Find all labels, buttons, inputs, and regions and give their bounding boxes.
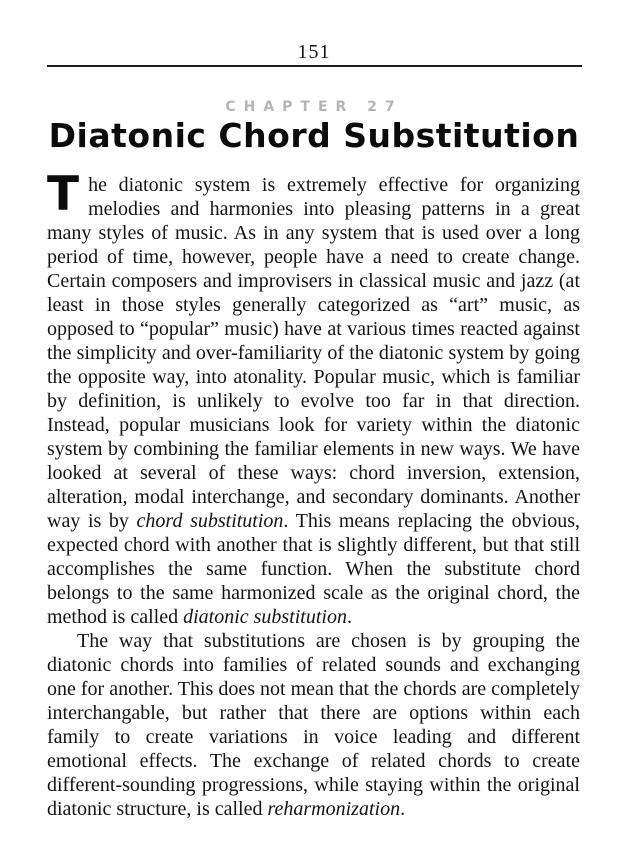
chapter-label: CHAPTER 27 [225, 99, 403, 115]
body-paragraph [47, 629, 580, 821]
italic-term: diatonic substitution [183, 606, 347, 628]
header-rule [47, 65, 582, 67]
text-segment: . [400, 798, 406, 820]
text-segment: he diatonic system is extremely effective for organizing melodies and harmonies into pleasing patterns in a great many styles of music. As in any system that is used over a long period of time, however, people have a need to create change. Certain composers and improvisers in classical music and jazz (at least in those styles generally categorized as “art” music, as opposed to “popular” music) have at various times reacted against the simplicity and over-familiarity of the diatonic system by going the opposite way, into atonality. Popular music, which is familiar by definition, is unlikely to evolve too far in that direction. Instead, popular musicians look for variety within the diatonic system by combining the familiar elements in new ways. We have looked at several of these ways: chord inversion, extension, alteration, modal interchange, and secondary dominants. Another way is by [47, 174, 580, 532]
text-segment: . This means replacing the obvious, expected chord with another that is slightly different, but that still accomplishes the same function. When the substitute chord belongs to the same harmonized scale as the original chord, the method is called [47, 510, 580, 628]
chapter-title: Diatonic Chord Substitution [48, 116, 580, 155]
drop-cap: T [47, 167, 80, 222]
body-paragraph [47, 167, 580, 629]
italic-term: chord substitution [136, 510, 284, 532]
page-header [0, 42, 628, 67]
text-segment: . [346, 606, 352, 628]
body-text [47, 167, 580, 821]
text-segment: The way that substitutions are chosen is by grouping the diatonic chords into families of related sounds and exchanging one for another. This does not mean that the chords are completely interchangable, but rather that there are options within each family to create variations in voice leading and different emotional effects. The exchange of related chords to create different-sounding progressions, while staying within the original diatonic structure, is called [47, 630, 580, 820]
page-number: 151 [297, 41, 331, 63]
italic-term: reharmonization [267, 798, 401, 820]
